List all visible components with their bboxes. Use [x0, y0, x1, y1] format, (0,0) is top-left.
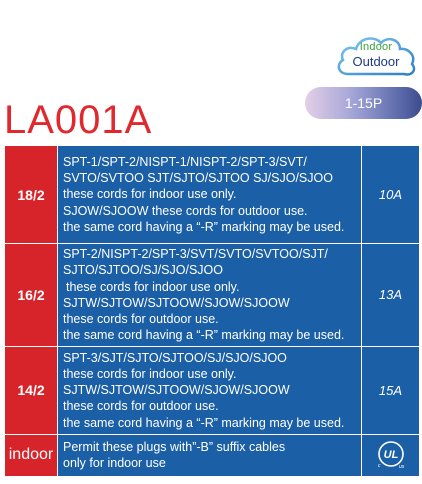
indoor-label-cell: indoor	[5, 434, 58, 476]
svg-text:c: c	[377, 462, 380, 469]
description-line: these cords for indoor use only.	[63, 366, 237, 381]
description-line: Permit these plugs with”-B” suffix cables	[63, 439, 286, 454]
gauge-cell: 18/2	[5, 146, 58, 244]
amperage-cell: 10A	[362, 146, 420, 244]
description-line: SPT-2/NISPT-2/SPT-3/SVT/SVTO/SVTOO/SJT/	[63, 247, 328, 261]
product-title: LA001A	[4, 98, 153, 142]
description-line: SVTO/SVTOO SJT/SJTO/SJTOO SJ/SJO/SJOO	[63, 171, 333, 186]
amperage-cell: 15A	[362, 346, 420, 434]
cord-description	[58, 346, 362, 434]
svg-text:us: us	[398, 463, 404, 469]
amperage-cell: 13A	[362, 244, 420, 347]
description-line: SJTW/SJTOW/SJTOOW/SJOW/SJOOW	[63, 295, 290, 310]
description-line: SJOW/SJOOW these cords for outdoor use.	[63, 203, 308, 218]
cord-description	[58, 244, 362, 347]
ul-listed-mark-icon	[376, 439, 406, 469]
gauge-cell: 16/2	[5, 244, 58, 347]
range-badge: 1-15P	[305, 87, 422, 119]
description-line: these cords for indoor use only.	[63, 187, 237, 202]
indoor-outdoor-badge	[334, 30, 418, 80]
indoor-label: Indoor	[359, 41, 393, 53]
cord-description	[58, 146, 362, 244]
gauge-cell: 14/2	[5, 346, 58, 434]
svg-text:UL: UL	[383, 448, 398, 461]
description-line: SPT-3/SJT/SJTO/SJTOO/SJ/SJO/SJOO	[63, 350, 287, 365]
outdoor-label: Outdoor	[352, 54, 400, 69]
table-row-16-2	[5, 244, 420, 347]
table-row-18-2	[5, 146, 420, 244]
table-row-14-2	[5, 346, 420, 434]
description-line: these cords for outdoor use.	[63, 399, 219, 414]
indoor-description	[58, 434, 362, 476]
description-line: the same cord having a “-R” marking may be used.	[63, 219, 345, 234]
description-line: the same cord having a “-R” marking may be used.	[63, 328, 345, 343]
description-line: only for indoor use	[63, 456, 166, 471]
description-line: SJTO/SJTOO/SJ/SJO/SJOO	[63, 263, 223, 278]
table-row-indoor	[5, 434, 420, 476]
description-line: SPT-1/SPT-2/NISPT-1/NISPT-2/SPT-3/SVT/	[63, 154, 307, 169]
description-line: the same cord having a “-R” marking may be used.	[63, 415, 345, 430]
cord-spec-table	[4, 145, 420, 477]
description-line: these cords for indoor use only.	[66, 279, 240, 294]
cert-cell	[362, 434, 420, 476]
description-line: these cords for outdoor use.	[63, 312, 219, 327]
description-line: SJTW/SJTOW/SJTOOW/SJOW/SJOOW	[63, 383, 290, 398]
